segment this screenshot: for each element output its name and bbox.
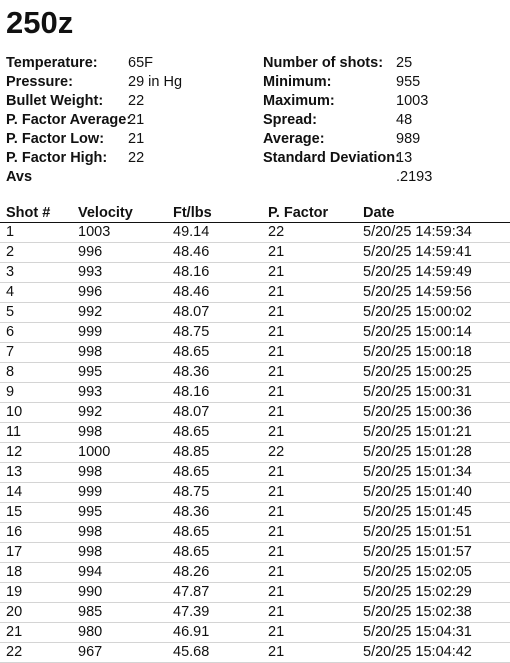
table-body — [0, 223, 510, 663]
cell-shot-number: 12 — [6, 444, 23, 460]
cell-ft-lbs: 48.75 — [173, 324, 210, 340]
cell-velocity: 998 — [78, 544, 103, 560]
cell-ft-lbs: 48.46 — [173, 244, 210, 260]
cell-ft-lbs: 48.26 — [173, 564, 210, 580]
cell-p-factor: 21 — [268, 624, 285, 640]
stat-right-label: Maximum: — [263, 93, 335, 109]
cell-shot-number: 8 — [6, 364, 15, 380]
cell-date: 5/20/25 15:00:18 — [363, 344, 472, 360]
cell-date: 5/20/25 15:00:02 — [363, 304, 472, 320]
cell-ft-lbs: 48.75 — [173, 484, 210, 500]
cell-velocity: 998 — [78, 464, 103, 480]
table-row — [0, 643, 510, 663]
cell-p-factor: 21 — [268, 244, 285, 260]
cell-p-factor: 21 — [268, 304, 285, 320]
cell-shot-number: 7 — [6, 344, 15, 360]
stat-right-row — [0, 168, 510, 187]
cell-ft-lbs: 48.46 — [173, 284, 210, 300]
stat-right-row — [0, 111, 510, 130]
cell-date: 5/20/25 15:00:36 — [363, 404, 472, 420]
cell-ft-lbs: 48.65 — [173, 464, 210, 480]
cell-velocity: 992 — [78, 304, 103, 320]
cell-date: 5/20/25 15:02:29 — [363, 584, 472, 600]
column-header-velocity: Velocity — [78, 205, 133, 221]
stat-right-label: Average: — [263, 131, 325, 147]
stat-left-label: Temperature: — [6, 55, 98, 71]
cell-velocity: 993 — [78, 384, 103, 400]
cell-shot-number: 11 — [6, 424, 22, 440]
stat-right-value: 1003 — [396, 93, 429, 109]
column-header-date: Date — [363, 205, 395, 221]
cell-shot-number: 19 — [6, 584, 23, 600]
column-header-ft-lbs: Ft/lbs — [173, 205, 212, 221]
table-row — [0, 263, 510, 283]
stat-left-value: 21 — [128, 112, 145, 128]
cell-ft-lbs: 48.36 — [173, 504, 210, 520]
cell-ft-lbs: 47.39 — [173, 604, 210, 620]
cell-date: 5/20/25 15:01:40 — [363, 484, 472, 500]
cell-velocity: 985 — [78, 604, 103, 620]
cell-date: 5/20/25 15:01:51 — [363, 524, 472, 540]
cell-velocity: 1000 — [78, 444, 111, 460]
cell-shot-number: 14 — [6, 484, 23, 500]
cell-velocity: 992 — [78, 404, 103, 420]
cell-date: 5/20/25 15:04:42 — [363, 644, 472, 660]
cell-velocity: 980 — [78, 624, 103, 640]
cell-shot-number: 3 — [6, 264, 15, 280]
cell-velocity: 998 — [78, 524, 103, 540]
cell-ft-lbs: 48.36 — [173, 364, 210, 380]
cell-velocity: 998 — [78, 424, 103, 440]
cell-date: 5/20/25 15:01:34 — [363, 464, 472, 480]
stat-left-label: P. Factor Low: — [6, 131, 105, 147]
cell-ft-lbs: 47.87 — [173, 584, 210, 600]
table-row — [0, 543, 510, 563]
stat-left-label: Pressure: — [6, 74, 73, 90]
stat-right-value: 25 — [396, 55, 413, 71]
cell-velocity: 995 — [78, 504, 103, 520]
stat-right-label: Minimum: — [263, 74, 332, 90]
table-row — [0, 483, 510, 503]
cell-shot-number: 13 — [6, 464, 23, 480]
cell-date: 5/20/25 15:01:28 — [363, 444, 472, 460]
cell-date: 5/20/25 15:01:57 — [363, 544, 472, 560]
cell-date: 5/20/25 15:01:21 — [363, 424, 472, 440]
cell-p-factor: 21 — [268, 404, 285, 420]
cell-ft-lbs: 48.85 — [173, 444, 210, 460]
cell-shot-number: 15 — [6, 504, 23, 520]
table-row — [0, 583, 510, 603]
stat-left-label: Avs — [6, 169, 33, 185]
cell-velocity: 994 — [78, 564, 103, 580]
stat-right-row — [0, 130, 510, 149]
cell-shot-number: 17 — [6, 544, 23, 560]
cell-p-factor: 21 — [268, 344, 285, 360]
stat-left-value: 29 in Hg — [128, 74, 183, 90]
stat-right-value: 13 — [396, 150, 413, 166]
table-row — [0, 343, 510, 363]
cell-ft-lbs: 48.16 — [173, 264, 210, 280]
stat-left-label: Bullet Weight: — [6, 93, 104, 109]
cell-ft-lbs: 48.65 — [173, 544, 210, 560]
cell-ft-lbs: 48.65 — [173, 524, 210, 540]
cell-p-factor: 21 — [268, 504, 285, 520]
cell-shot-number: 18 — [6, 564, 23, 580]
cell-velocity: 998 — [78, 344, 103, 360]
table-row — [0, 623, 510, 643]
cell-velocity: 996 — [78, 244, 103, 260]
stat-right-row — [0, 92, 510, 111]
cell-ft-lbs: 45.68 — [173, 644, 210, 660]
cell-p-factor: 21 — [268, 384, 285, 400]
stat-right-value: 989 — [396, 131, 421, 147]
stat-left-value: 22 — [128, 93, 145, 109]
table-row — [0, 603, 510, 623]
cell-p-factor: 21 — [268, 524, 285, 540]
cell-date: 5/20/25 15:04:31 — [363, 624, 472, 640]
table-row — [0, 463, 510, 483]
cell-date: 5/20/25 14:59:41 — [363, 244, 472, 260]
stat-right-row — [0, 54, 510, 73]
stat-left-value: 22 — [128, 150, 145, 166]
cell-date: 5/20/25 14:59:34 — [363, 224, 472, 240]
table-row — [0, 323, 510, 343]
cell-shot-number: 16 — [6, 524, 23, 540]
stat-right-label: Spread: — [263, 112, 317, 128]
stat-right-value: .2193 — [396, 169, 433, 185]
cell-p-factor: 21 — [268, 564, 285, 580]
page-title: 250z — [6, 5, 74, 40]
cell-date: 5/20/25 15:00:25 — [363, 364, 472, 380]
table-row — [0, 423, 510, 443]
cell-velocity: 999 — [78, 484, 103, 500]
cell-shot-number: 1 — [6, 224, 15, 240]
stat-left-label: P. Factor High: — [6, 150, 108, 166]
cell-shot-number: 6 — [6, 324, 15, 340]
table-row — [0, 383, 510, 403]
cell-shot-number: 5 — [6, 304, 15, 320]
stat-left-value: 65F — [128, 55, 153, 71]
cell-p-factor: 21 — [268, 464, 285, 480]
cell-shot-number: 4 — [6, 284, 15, 300]
cell-date: 5/20/25 15:00:14 — [363, 324, 472, 340]
table-row — [0, 303, 510, 323]
shots-table — [0, 204, 510, 663]
table-row — [0, 283, 510, 303]
cell-shot-number: 9 — [6, 384, 15, 400]
cell-p-factor: 21 — [268, 584, 285, 600]
cell-velocity: 995 — [78, 364, 103, 380]
cell-shot-number: 22 — [6, 644, 23, 660]
stat-right-label: Number of shots: — [263, 55, 384, 71]
stat-right-value: 955 — [396, 74, 421, 90]
cell-shot-number: 2 — [6, 244, 15, 260]
table-row — [0, 243, 510, 263]
cell-ft-lbs: 46.91 — [173, 624, 210, 640]
cell-date: 5/20/25 15:01:45 — [363, 504, 472, 520]
stat-right-value: 48 — [396, 112, 413, 128]
cell-velocity: 967 — [78, 644, 103, 660]
cell-velocity: 996 — [78, 284, 103, 300]
cell-date: 5/20/25 15:02:05 — [363, 564, 472, 580]
cell-velocity: 990 — [78, 584, 103, 600]
cell-p-factor: 21 — [268, 544, 285, 560]
stat-right-row — [0, 149, 510, 168]
cell-date: 5/20/25 15:02:38 — [363, 604, 472, 620]
cell-p-factor: 21 — [268, 364, 285, 380]
table-row — [0, 443, 510, 463]
cell-p-factor: 21 — [268, 424, 285, 440]
cell-p-factor: 21 — [268, 604, 285, 620]
cell-ft-lbs: 49.14 — [173, 224, 210, 240]
table-row — [0, 223, 510, 243]
cell-p-factor: 21 — [268, 284, 285, 300]
table-row — [0, 363, 510, 383]
cell-date: 5/20/25 14:59:56 — [363, 284, 472, 300]
cell-date: 5/20/25 15:00:31 — [363, 384, 472, 400]
cell-shot-number: 20 — [6, 604, 23, 620]
cell-velocity: 1003 — [78, 224, 111, 240]
cell-ft-lbs: 48.16 — [173, 384, 210, 400]
cell-p-factor: 21 — [268, 324, 285, 340]
table-row — [0, 563, 510, 583]
cell-ft-lbs: 48.07 — [173, 304, 210, 320]
column-header-shot-number: Shot # — [6, 205, 51, 221]
table-row — [0, 403, 510, 423]
cell-velocity: 999 — [78, 324, 103, 340]
table-row — [0, 523, 510, 543]
stat-left-label: P. Factor Average: — [6, 112, 132, 128]
cell-p-factor: 21 — [268, 644, 285, 660]
cell-p-factor: 22 — [268, 444, 285, 460]
table-row — [0, 503, 510, 523]
cell-p-factor: 21 — [268, 264, 285, 280]
cell-p-factor: 21 — [268, 484, 285, 500]
table-header — [0, 204, 510, 223]
stat-left-value: 21 — [128, 131, 145, 147]
cell-ft-lbs: 48.07 — [173, 404, 210, 420]
column-header-p-factor: P. Factor — [268, 205, 329, 221]
cell-shot-number: 21 — [6, 624, 23, 640]
stat-right-label: Standard Deviation: — [263, 150, 400, 166]
cell-ft-lbs: 48.65 — [173, 344, 210, 360]
cell-p-factor: 22 — [268, 224, 285, 240]
stat-right-row — [0, 73, 510, 92]
cell-ft-lbs: 48.65 — [173, 424, 210, 440]
cell-date: 5/20/25 14:59:49 — [363, 264, 472, 280]
cell-shot-number: 10 — [6, 404, 23, 420]
cell-velocity: 993 — [78, 264, 103, 280]
